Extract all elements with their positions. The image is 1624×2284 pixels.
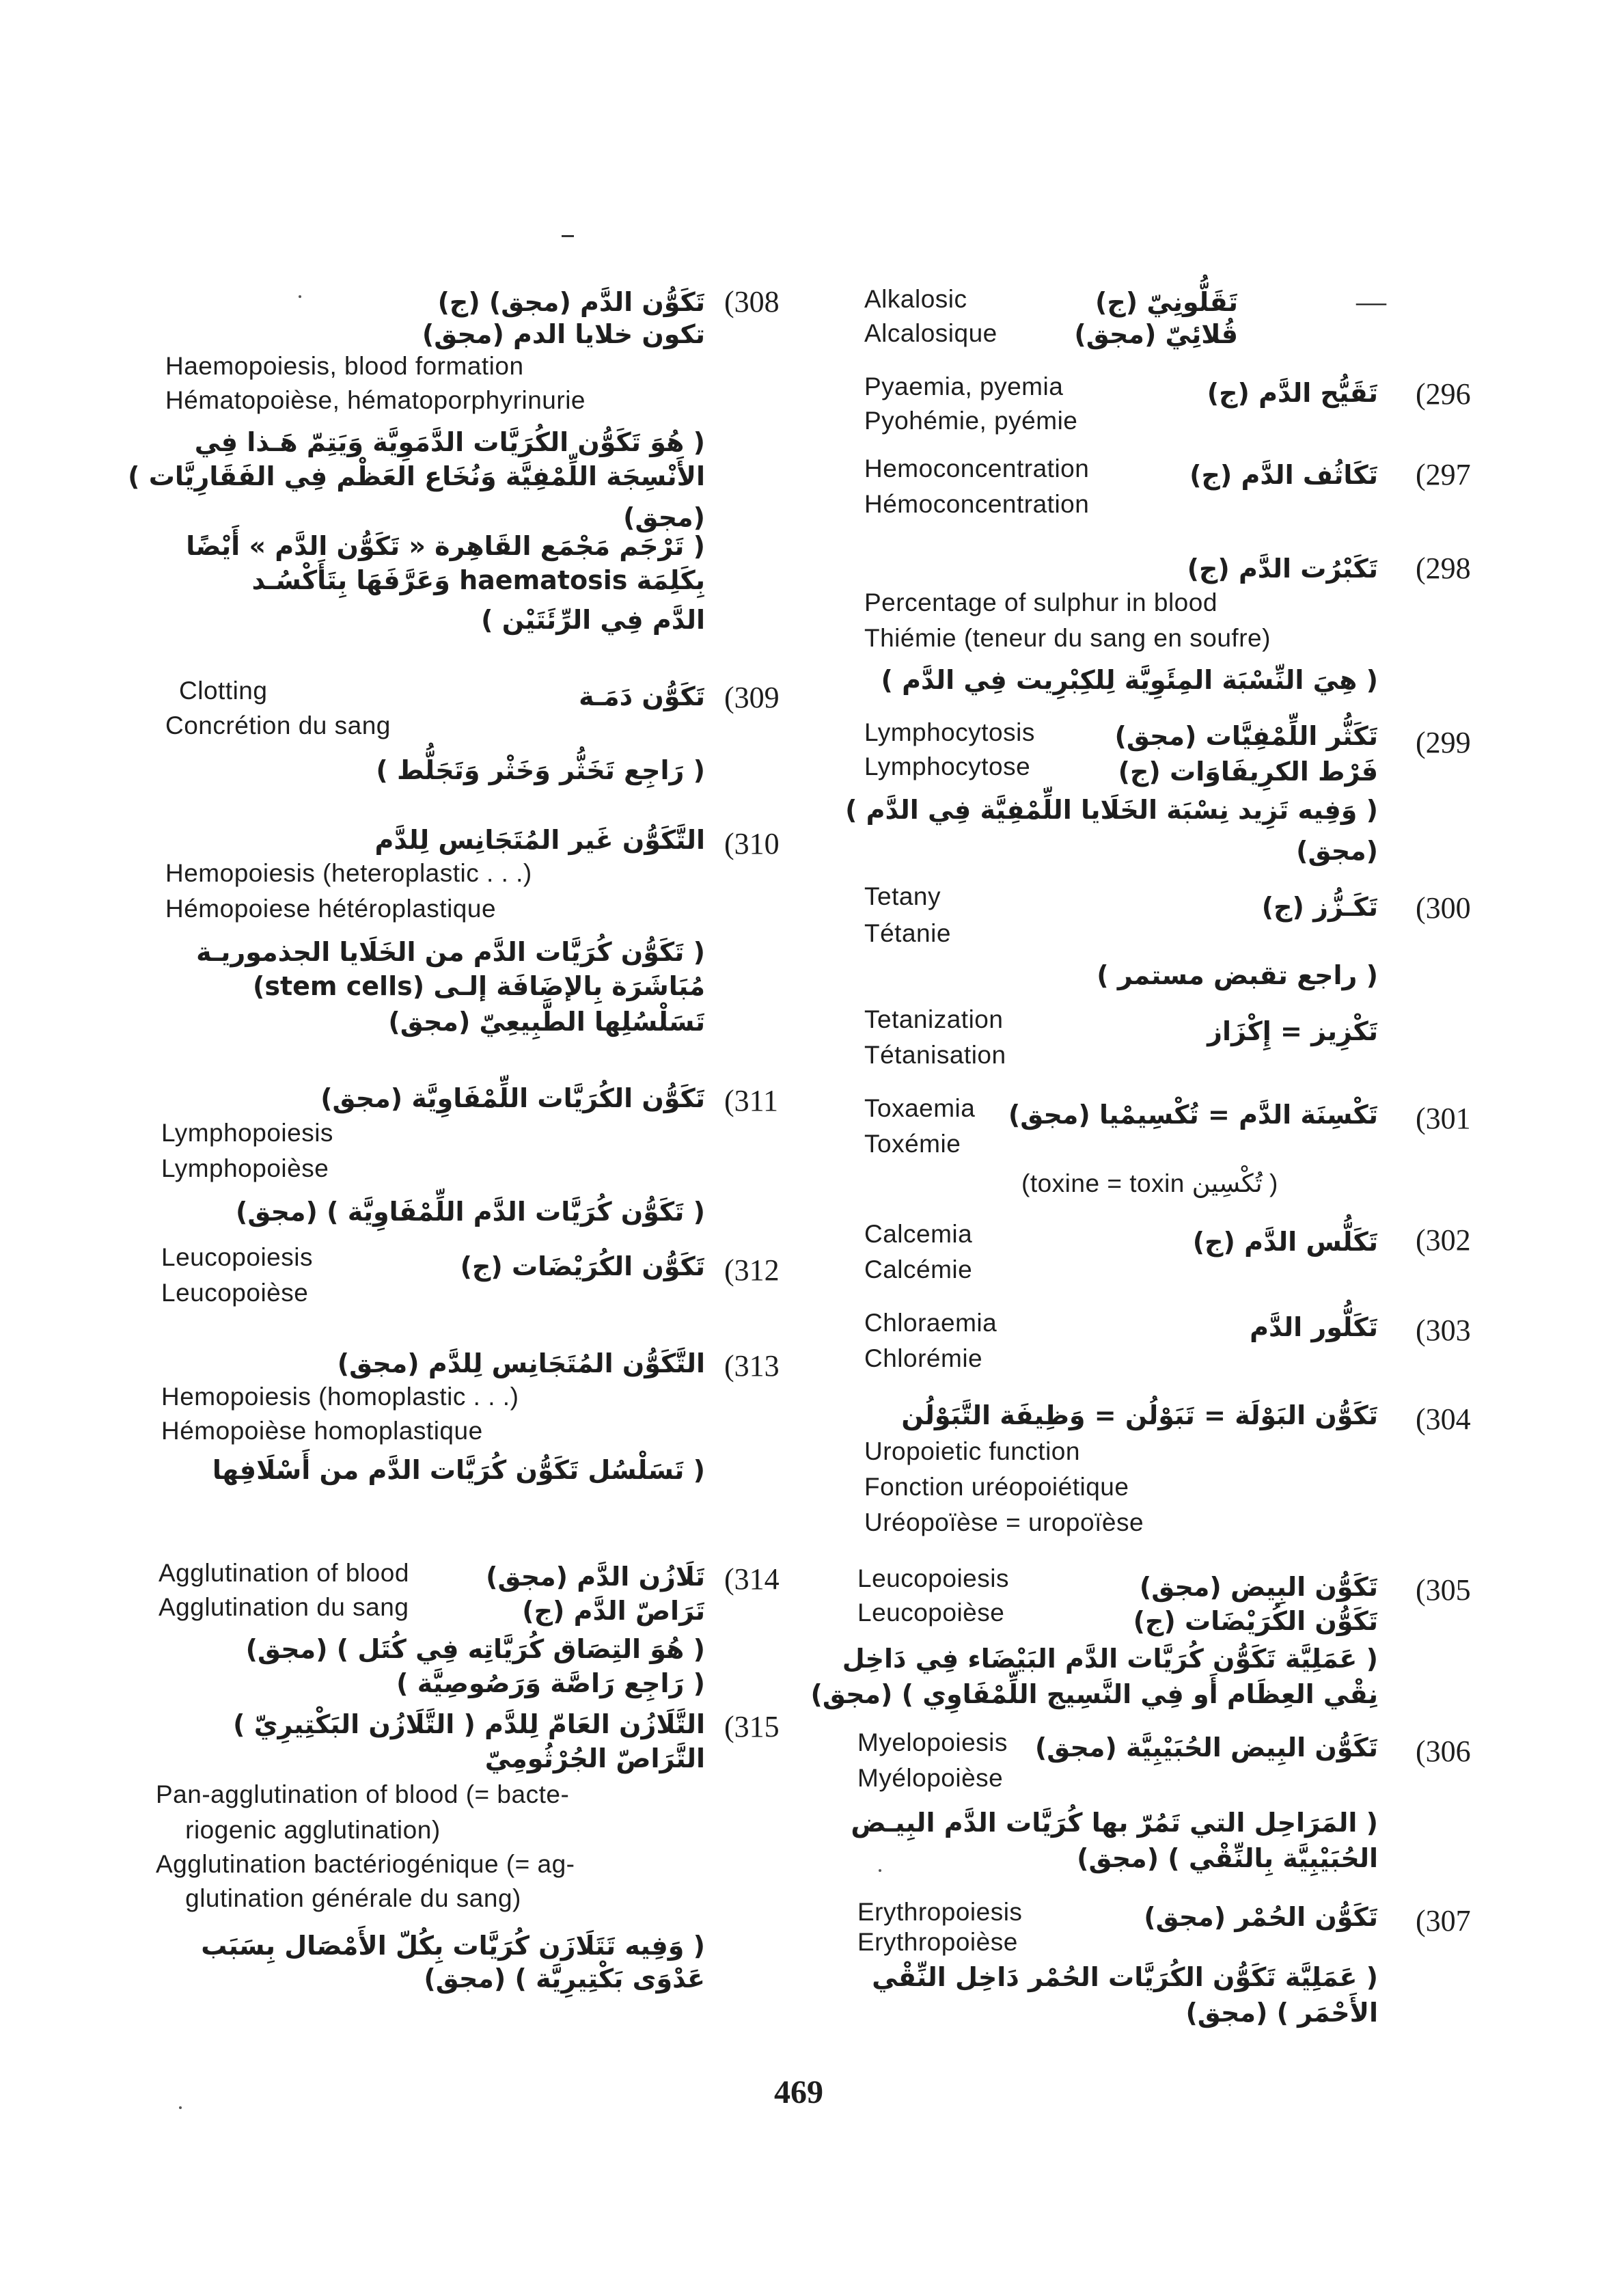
entry-arabic-term: تكون خلايا الدم (مجق) (422, 319, 705, 349)
entry-french-term: Leucopoièse (857, 1599, 1005, 1627)
entry-arabic-term: تَكَبْرُت الدَّم (ج) (1187, 554, 1378, 584)
entry-number: (301 (1416, 1102, 1471, 1135)
entry-number: (315 (724, 1710, 780, 1743)
entry-english-term: Clotting (179, 677, 268, 705)
entry-french-term-cont: glutination générale du sang) (156, 1884, 521, 1912)
entry-english-term: Hemopoiesis (homoplastic . . .) (161, 1383, 519, 1411)
entry-arabic-term: قُلائِيّ (مجق) (1074, 319, 1238, 349)
entry-definition: ( تَسَلْسُل تَكَوُّن كُرَيَّات الدَّم من أَسْلَافِها (212, 1455, 705, 1485)
entry-french-term: Calcémie (864, 1255, 973, 1283)
entry-french-term: Lymphocytose (864, 752, 1031, 780)
entry-arabic-term: تَقَلُّونِيّ (ج) (1095, 287, 1238, 317)
entry-definition: ( تَكَوُّن كُرَيَّات الدَّم اللِّمْفَاوِيَّة ) (مجق) (235, 1197, 705, 1227)
entry-definition: ( وَفِيه تَزِيد نِسْبَة الخَلَايا اللِّمْفِيَّة فِي الدَّم ) (845, 795, 1378, 825)
entry-english-term: Leucopoiesis (161, 1243, 313, 1271)
entry-arabic-term: تَكَلُّس الدَّم (ج) (1192, 1227, 1378, 1257)
entry-french-term: Agglutination bactériogénique (= ag- (156, 1850, 575, 1878)
entry-definition: تَسَلْسُلِها الطَّبِيعِيّ (مجق) (388, 1007, 705, 1037)
entry-french-term: Leucopoièse (161, 1279, 309, 1307)
entry-arabic-term: تَكَـزُّز (ج) (1261, 892, 1378, 922)
entry-definition: ( عَمَلِيَّة تَكَوُّن الكُرَيَّات الحُمْر دَاخِل النِّقْي (872, 1962, 1378, 1992)
entry-see-also: ( رَاجِع رَاصَّة وَرَصُوصِيَّة ) (396, 1668, 705, 1698)
entry-english-term: Alkalosic (864, 285, 967, 313)
entry-english-term: Tetany (864, 882, 941, 910)
entry-english-term: Hemoconcentration (864, 454, 1090, 482)
entry-definition: نِقْي العِظَام أَو فِي النَّسِيج اللِّمْفَاوِي ) (مجق) (810, 1679, 1378, 1709)
entry-english-term: Lymphopoiesis (161, 1119, 333, 1147)
entry-number: (298 (1416, 552, 1471, 585)
entry-french-term: Hémopoiese hétéroplastique (165, 895, 497, 923)
entry-arabic-term: تَكَوُّن البَوْلَة = تَبَوْلُن = وَظِيفَة التَّبَوْلُن (901, 1400, 1378, 1430)
entry-arabic-term: تَقَيُّح الدَّم (ج) (1207, 378, 1378, 408)
entry-english-term: Calcemia (864, 1220, 973, 1248)
entry-english-term: Pyaemia, pyemia (864, 372, 1064, 400)
entry-number: (312 (724, 1253, 780, 1287)
entry-english-term: Haemopoiesis, blood formation (165, 352, 524, 380)
top-dash-mark (562, 235, 574, 237)
entry-definition: الأَنْسِجَة اللِّمْفِيَّة وَنُخَاع العَظْم فِي الفَقَارِيَّات ) (128, 461, 705, 491)
entry-number: (311 (724, 1084, 779, 1117)
entry-source: (مجق) (1296, 836, 1378, 866)
entry-arabic-term: تَكَثُّر اللِّمْفِيَّات (مجق) (1114, 721, 1378, 751)
entry-number: (305 (1416, 1573, 1471, 1607)
entry-arabic-term: تَكَوُّن دَمَـة (579, 681, 705, 711)
entry-arabic-term: التَّكَوُّن غَير المُتَجَانِس لِلدَّم (374, 825, 705, 855)
entry-arabic-term: تَكْزِيز = إِكْزَاز (1207, 1016, 1378, 1046)
entry-arabic-term: تَكَلُّور الدَّم (1250, 1312, 1378, 1342)
entry-number: (308 (724, 285, 780, 318)
entry-french-term: Alcalosique (864, 319, 997, 347)
entry-arabic-term: تَكَوُّن البِيض (مجق) (1139, 1572, 1378, 1602)
entry-english-term-cont: riogenic agglutination) (156, 1816, 441, 1844)
entry-source: (مجق) (623, 502, 705, 532)
entry-arabic-term: فَرْط الكرِيفَاوَات (ج) (1118, 757, 1378, 787)
entry-french-term: Agglutination du sang (159, 1593, 409, 1621)
scan-speck (179, 2106, 182, 2109)
entry-english-term: Toxaemia (864, 1094, 976, 1122)
entry-french-term: Hématopoièse, hématoporphyrinurie (165, 386, 586, 414)
entry-arabic-term: تَكَوُّن الكُرَيْضَات (ج) (460, 1251, 705, 1281)
entry-definition: ( هُوَ التِصَاق كُرَيَّاتِه فِي كُتَل ) (مجق) (245, 1634, 705, 1664)
entry-french-term-alt: Uréopoïèse = uropoïèse (864, 1508, 1144, 1536)
scan-speck (299, 295, 301, 298)
entry-number: (303 (1416, 1314, 1471, 1347)
entry-number: (304 (1416, 1402, 1471, 1436)
entry-definition: ( هِيَ النِّسْبَة المِئَوِيَّة لِلكِبْرِيت فِي الدَّم ) (881, 665, 1378, 695)
entry-number: (300 (1416, 891, 1471, 925)
entry-number: (297 (1416, 458, 1471, 491)
entry-english-term: Uropoietic function (864, 1437, 1080, 1465)
entry-english-term: Erythropoiesis (857, 1898, 1023, 1926)
entry-french-term: Lymphopoièse (161, 1154, 329, 1182)
entry-english-term: Myelopoiesis (857, 1728, 1008, 1756)
entry-definition: ( تَكَوُّن كُرَيَّات الدَّم من الخَلَايا الجذموريـة (196, 937, 705, 967)
entry-arabic-term: تَكَوُّن البِيض الحُبَيْبِيَّة (مجق) (1034, 1732, 1378, 1763)
entry-french-term: Tétanie (864, 919, 951, 947)
entry-english-term: Leucopoiesis (857, 1564, 1009, 1592)
entry-french-term: Hémopoièse homoplastique (161, 1417, 483, 1445)
entry-english-term: Tetanization (864, 1005, 1004, 1033)
entry-english-term: Percentage of sulphur in blood (864, 588, 1217, 616)
entry-definition: ( وَفِيه تَتَلَازَن كُرَيَّات بِكُلّ الأَمْصَال بِسَبَب (201, 1931, 705, 1961)
entry-number: (299 (1416, 726, 1471, 759)
entry-english-term: Hemopoiesis (heteroplastic . . .) (165, 859, 532, 887)
entry-english-term: Pan-agglutination of blood (= bacte- (156, 1780, 570, 1808)
entry-arabic-term: تَلَازُن الدَّم (مجق) (486, 1562, 705, 1592)
entry-definition: ( عَمَلِيَّة تَكَوُّن كُرَيَّات الدَّم البَيْضَاء فِي دَاخِل (842, 1644, 1378, 1674)
entry-number: (306 (1416, 1735, 1471, 1768)
entry-definition: (toxine = toxin تُكْسِين ) (1021, 1169, 1278, 1197)
entry-definition: الدَّم فِي الرِّئَتَيْن ) (481, 605, 705, 635)
entry-definition: الحُبَيْبِيَّة بِالنِّقْي ) (مجق) (1077, 1843, 1378, 1873)
entry-french-term: Myélopoièse (857, 1764, 1004, 1792)
entry-english-term: Agglutination of blood (159, 1559, 409, 1587)
entry-definition: بِكَلِمَة haematosis وَعَرَّفَهَا بِتَأَكْسُـد (251, 565, 705, 595)
entry-english-term: Lymphocytosis (864, 718, 1035, 746)
entry-definition: ( المَرَاحِل التي تَمُرّ بها كُرَيَّات الدَّم البِيـض (851, 1808, 1378, 1838)
entry-english-term: Chloraemia (864, 1309, 997, 1337)
entry-arabic-term: تَكَاثُف الدَّم (ج) (1189, 460, 1378, 490)
entry-number: (302 (1416, 1223, 1471, 1257)
entry-definition: عَدْوَى بَكْتِيرِيَّة ) (مجق) (424, 1963, 705, 1994)
entry-french-term: Fonction uréopoiétique (864, 1473, 1129, 1501)
page-number: 469 (774, 2074, 823, 2110)
entry-french-term: Tétanisation (864, 1041, 1006, 1069)
entry-number: (314 (724, 1562, 780, 1596)
entry-definition: ( هُوَ تَكَوُّن الكُرَيَّات الدَّمَوِيَّة وَيَتِمّ هَـذا فِي (194, 427, 705, 457)
entry-number: (310 (724, 827, 780, 860)
entry-french-term: Chlorémie (864, 1344, 983, 1372)
entry-number: (313 (724, 1349, 780, 1383)
entry-arabic-term: تَكَوُّن الكُرَيْضَات (ج) (1133, 1606, 1378, 1636)
entry-see-also: ( راجع تقبض مستمر ) (1097, 960, 1378, 990)
entry-arabic-term: التَّكَوُّن المُتَجَانِس لِلدَّم (مجق) (337, 1348, 705, 1378)
entry-definition: مُبَاشَرَة بِالإضَافَة إلـى (stem cells) (252, 971, 705, 1001)
entry-definition: ( تَرْجَم مَجْمَع القَاهِرة « تَكَوُّن الدَّم » أَيْضًا (186, 531, 705, 561)
entry-arabic-term: تَكْسِنَة الدَّم = تُكْسِيمْيا (مجق) (1008, 1100, 1378, 1130)
entry-french-term: Hémoconcentration (864, 490, 1090, 518)
entry-number: (309 (724, 681, 780, 714)
entry-french-term: Pyohémie, pyémie (864, 407, 1078, 435)
entry-number: (296 (1416, 377, 1471, 411)
entry-definition: الأَحْمَر ) (مجق) (1185, 1998, 1378, 2028)
entry-french-term: Toxémie (864, 1130, 961, 1158)
entry-number: (307 (1416, 1904, 1471, 1938)
entry-see-also: ( رَاجِع تَخَثُّر وَخَثْر وَتَجَلُّط ) (376, 755, 705, 785)
entry-french-term: Erythropoièse (857, 1928, 1018, 1956)
scan-speck (879, 1869, 881, 1872)
entry-arabic-term: التَّلَازُن العَامّ لِلدَّم ( التَّلَازُن البَكْتِيرِيّ ) (233, 1709, 705, 1739)
entry-french-term: Concrétion du sang (165, 711, 391, 739)
entry-dash: — (1356, 285, 1386, 318)
entry-arabic-term: تَكَوُّن الحُمْر (مجق) (1144, 1902, 1378, 1932)
entry-arabic-term: تَكَوُّن الكُرَيَّات اللِّمْفَاوِيَّة (مجق) (320, 1083, 705, 1113)
entry-arabic-term: التَّرَاصّ الجُرْثُومِيّ (484, 1743, 705, 1773)
entry-arabic-term: تَرَاصّ الدَّم (ج) (522, 1596, 705, 1626)
entry-arabic-term: تَكَوُّن الدَّم (مجق) (ج) (437, 287, 705, 317)
entry-french-term: Thiémie (teneur du sang en soufre) (864, 624, 1271, 652)
